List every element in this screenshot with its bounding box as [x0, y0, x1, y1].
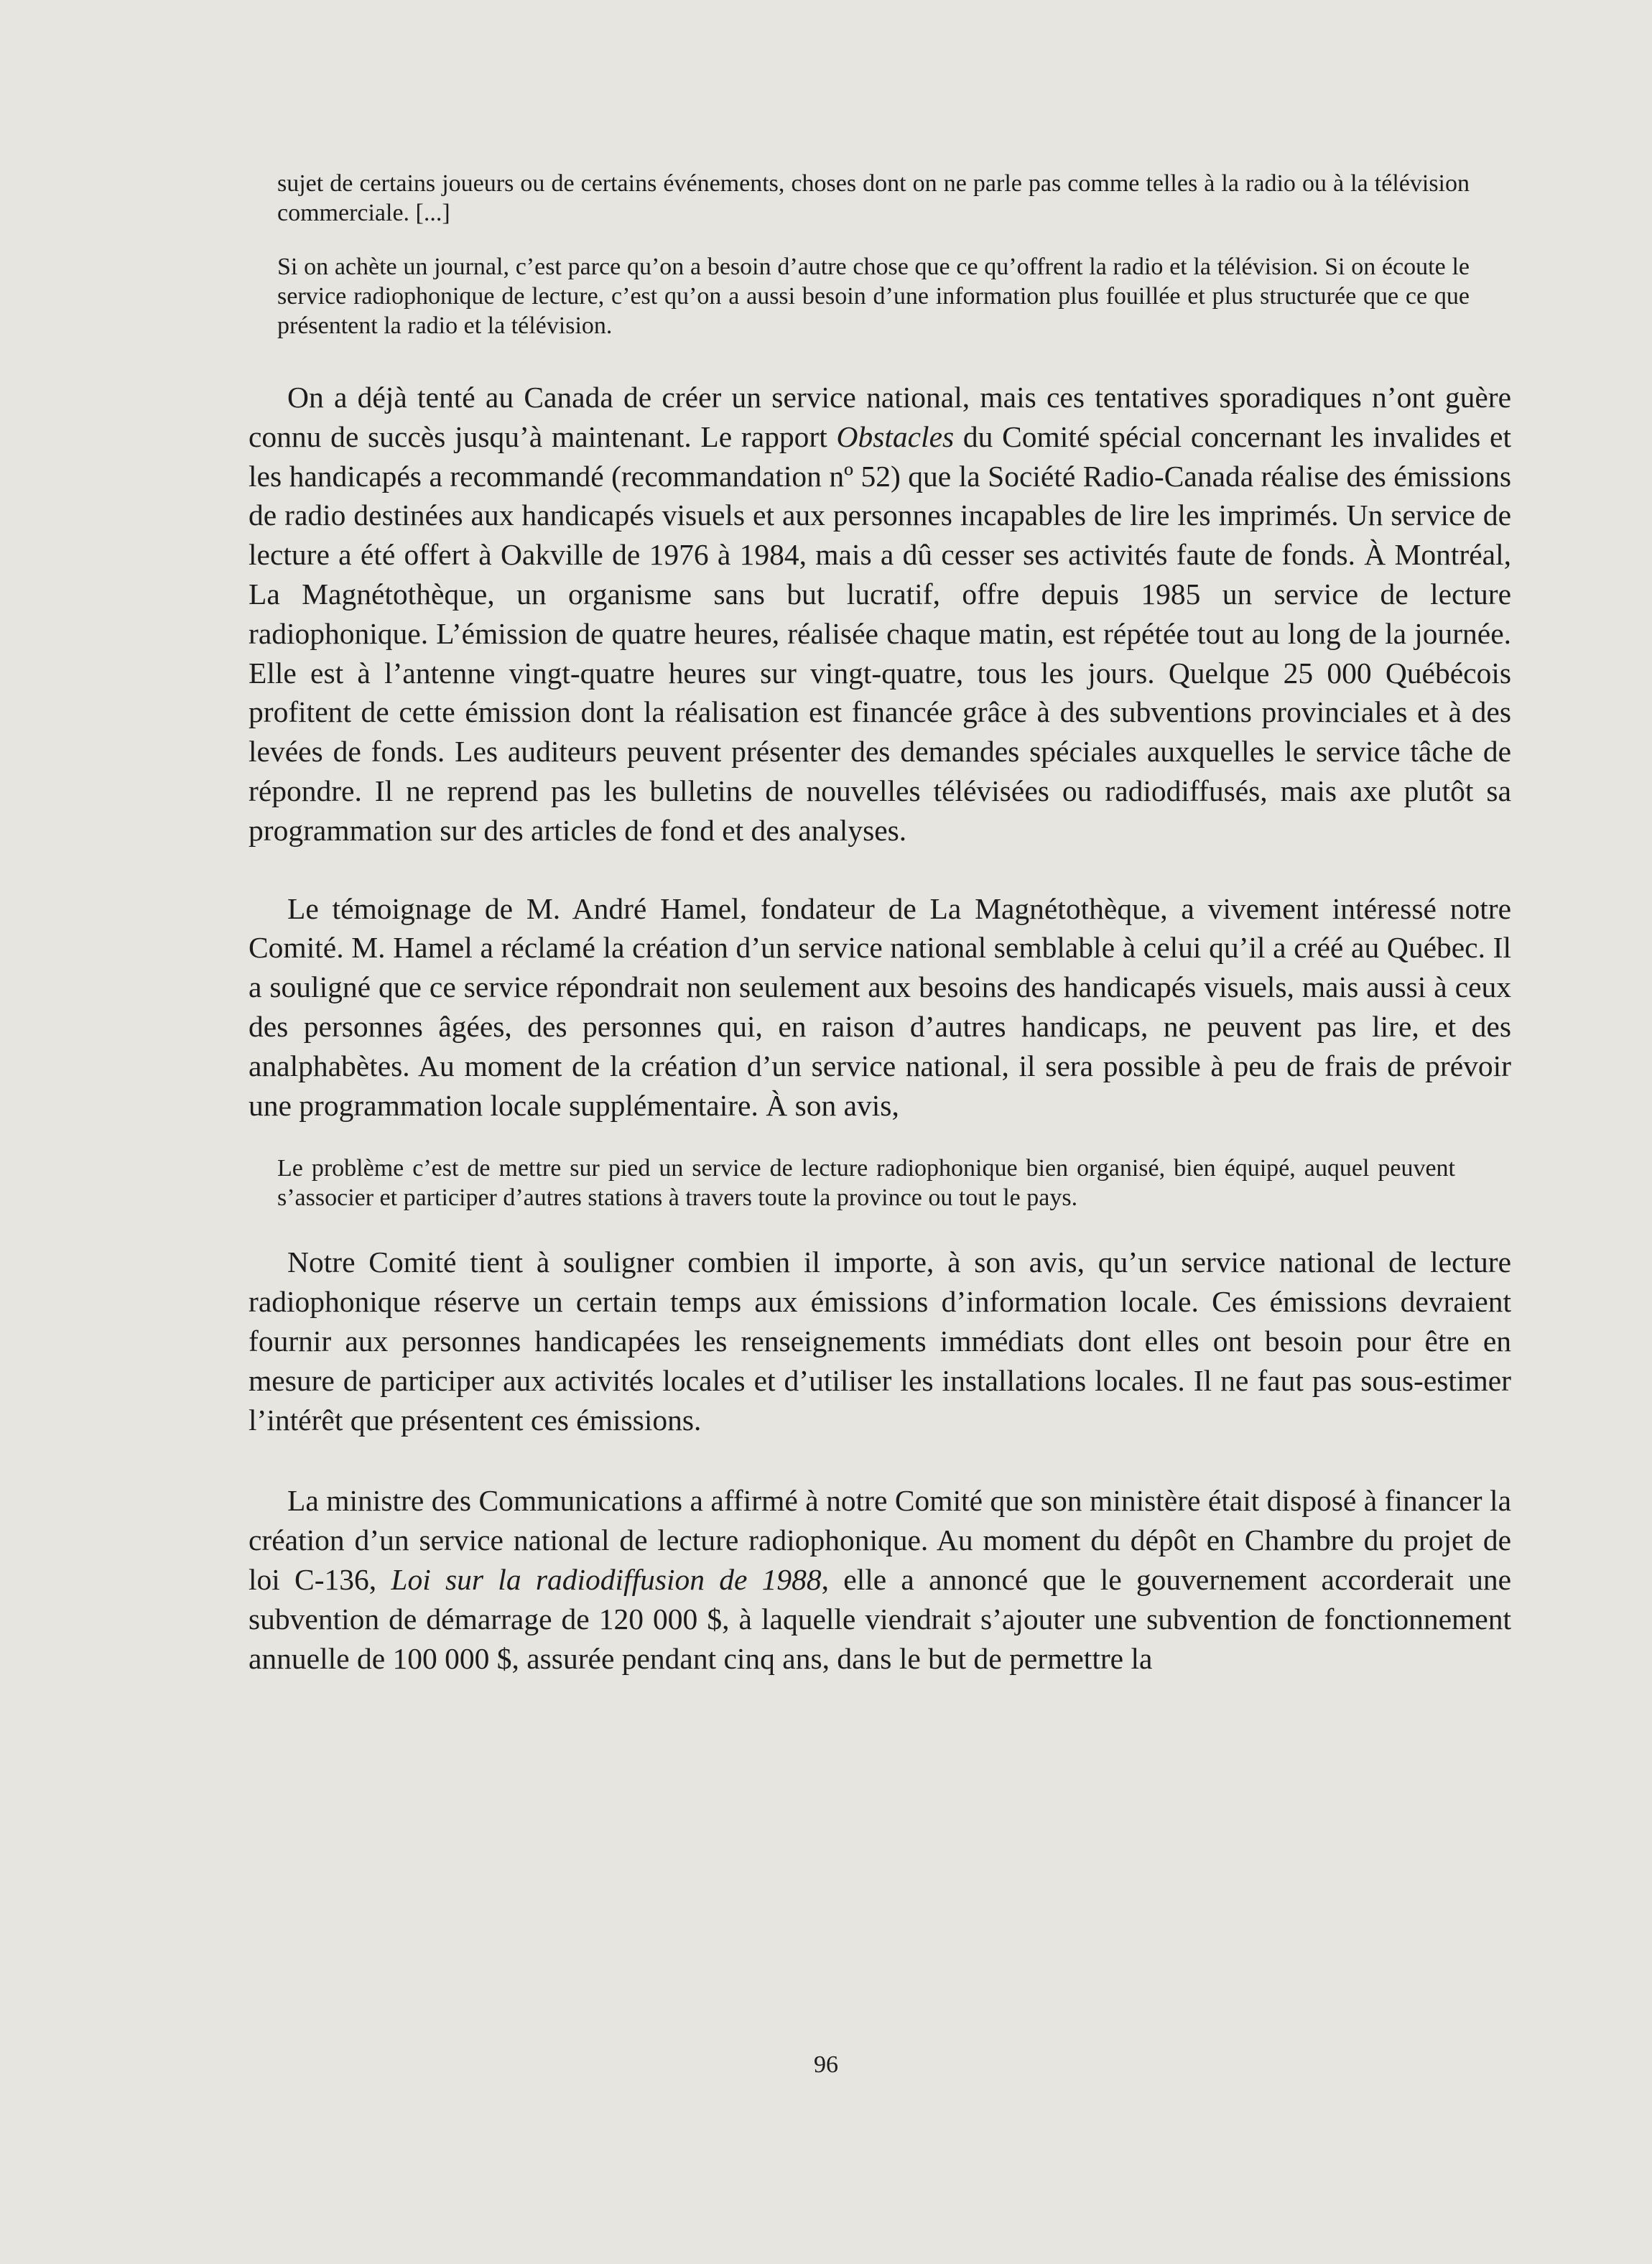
paragraph-1-report-title: Obstacles — [836, 419, 955, 453]
paragraph-4-law-title: Loi sur la radiodiffusion de 1988 — [391, 1562, 822, 1596]
quote-2-text: Le problème c’est de mettre sur pied un service de lecture radiophonique bien organisé, bien équipé, auquel peuvent s’associer et participer d’autres stations à travers toute la province ou tout le pays. — [277, 1155, 1455, 1212]
paragraph-1-text-a: On a déjà tenté au Canada de créer un service national, mais ces tentatives sporadiques n’ont guère connu de succès jusqu’à maintenant. Le rapport — [249, 381, 1511, 453]
text-column — [249, 169, 1511, 1678]
quote-1-part-b: Si on achète un journal, c’est parce qu’on a besoin d’autre chose que ce qu’offrent la radio et la télévision. Si on écoute le service radiophonique de lecture, c’est qu’on a aussi besoin d’une information plus fouillée et plus structurée que ce que présentent la radio et la télévision. — [277, 254, 1470, 339]
paragraph-4 — [249, 1481, 1511, 1678]
paragraph-2: Le témoignage de M. André Hamel, fondateur de La Magnétothèque, a vivement intéressé notre Comité. M. Hamel a réclamé la création d’un service national semblable à celui qu’il a créé au Québec. Il a souligné que ce service répondrait non seulement aux besoins des handicapés visuels, mais aussi à ceux des personnes âgées, des personnes qui, en raison d’autres handicaps, ne peuvent pas lire, et des analphabètes. Au moment de la création d’un service national, il sera possible à peu de frais de prévoir une programmation locale supplémentaire. À son avis, — [249, 891, 1511, 1122]
block-quote-2 — [277, 1154, 1455, 1212]
paragraph-1 — [249, 378, 1511, 850]
quote-1-part-a: sujet de certains joueurs ou de certains événements, choses dont on ne parle pas comme telles à la radio ou à la télévision commerciale. [...] — [277, 170, 1470, 226]
block-quote-1 — [277, 169, 1470, 340]
paragraph-3: Notre Comité tient à souligner combien il importe, à son avis, qu’un service national de lecture radiophonique réserve un certain temps aux émissions d’information locale. Ces émissions devraient fournir aux personnes handicapées les renseignements immédiats dont elles ont besoin pour être en mesure de participer aux activités locales et d’utiliser les installations locales. Il ne faut pas sous-estimer l’intérêt que présentent ces émissions. — [249, 1245, 1511, 1437]
paragraph-4-text-a: La ministre des Communications a affirmé à notre Comité que son ministère était disposé à financer la création d’un service national de lecture radiophonique. Au moment du dépôt en Chambre du projet de loi C-136, — [249, 1484, 1511, 1596]
paragraph-1-text-b: du Comité spécial concernant les invalides et les handicapés a recommandé (recommandation nº 52) que la Société Radio-Canada réalise des émissions de radio destinées aux handicapés visuels et aux personnes incapables de lire les imprimés. Un service de lecture a été offert à Oakville de 1976 à 1984, mais a dû cesser ses activités faute de fonds. À Montréal, La Magnétothèque, un organisme sans but lucratif, offre depuis 1985 un service de lecture radiophonique. L’émission de quatre heures, réalisée chaque matin, est répétée tout au long de la journée. Elle est à l’antenne vingt-quatre heures sur vingt-quatre, tous les jours. Quelque 25 000 Québécois profitent de cette émission dont la réalisation est financée grâce à des subventions provinciales et à des levées de fonds. Les auditeurs peuvent présenter des demandes spéciales auxquelles le service tâche de répondre. Il ne reprend pas les bulletins de nouvelles télévisées ou radiodiffusés, mais axe plutôt sa programmation sur des articles de fond et des analyses. — [249, 419, 1511, 847]
paragraph-4-text-b: , elle a annoncé que le gouvernement accorderait une subvention de démarrage de 120 000 $, à laquelle viendrait s’ajouter une subvention de fonctionnement annuelle de 100 000 $, assurée pendant cinq ans, dans le but de permettre la — [249, 1562, 1512, 1675]
page-number: 96 — [814, 2051, 838, 2078]
